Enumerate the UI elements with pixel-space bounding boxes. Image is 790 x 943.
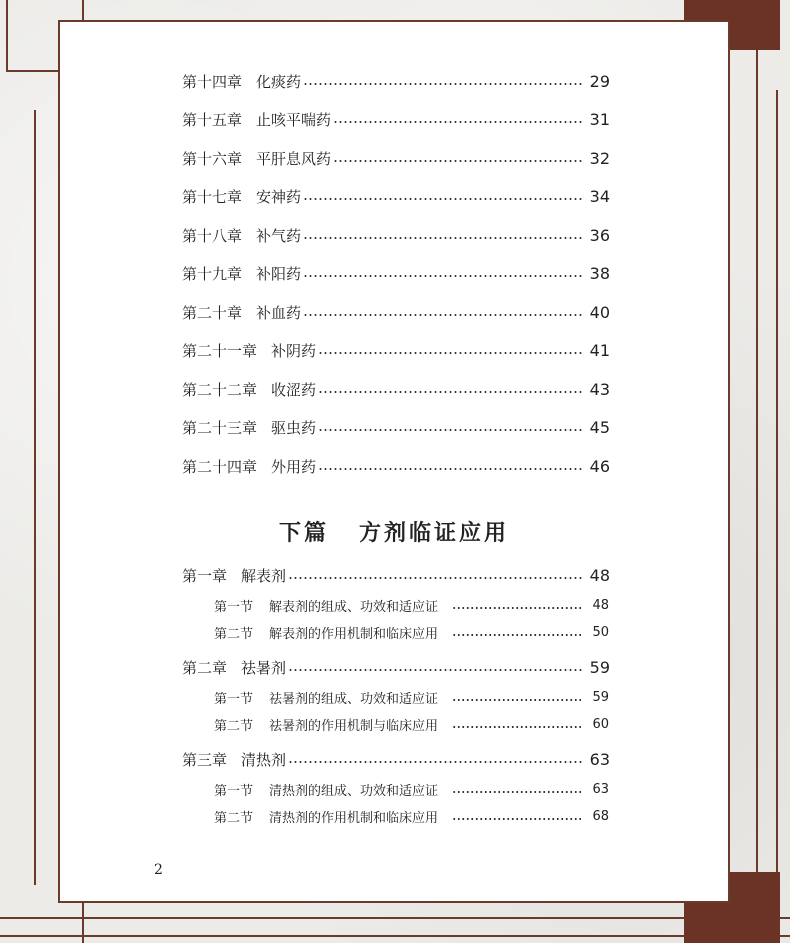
toc-entry-section[interactable]	[214, 713, 609, 735]
leader-dots	[452, 726, 581, 728]
toc-entry-chapter-17[interactable]	[182, 183, 610, 209]
leader-dots	[452, 634, 581, 636]
section-number: 第二节	[214, 626, 254, 642]
chapter-title: 补阳药	[256, 264, 302, 283]
leader-dots	[303, 237, 582, 239]
page-ref: 31	[589, 109, 610, 129]
section-number: 第一节	[214, 783, 254, 799]
chapter-title: 收涩药	[271, 380, 317, 399]
frame-line-bottom-horizontal	[0, 917, 790, 919]
table-of-contents	[60, 22, 728, 901]
toc-entry-chapter-21[interactable]	[182, 337, 610, 363]
toc-entry-chapter-2[interactable]	[182, 654, 610, 680]
toc-entry-chapter-15[interactable]	[182, 106, 610, 132]
toc-entry-chapter-3[interactable]	[182, 746, 610, 772]
chapter-number: 第十七章	[182, 187, 243, 206]
part-label: 下篇	[278, 520, 329, 546]
toc-entry-section[interactable]	[214, 686, 609, 708]
page-ref: 41	[589, 340, 610, 360]
leader-dots	[288, 577, 582, 579]
section-title: 清热剂的作用机制和临床应用	[269, 810, 439, 826]
leader-dots	[333, 121, 582, 123]
leader-dots	[303, 83, 582, 85]
chapter-title: 止咳平喘药	[256, 110, 332, 129]
section-number: 第二节	[214, 718, 254, 734]
section-number: 第一节	[214, 599, 254, 615]
toc-entry-chapter-18[interactable]	[182, 222, 610, 248]
chapter-number: 第十五章	[182, 110, 243, 129]
toc-entry-chapter-14[interactable]	[182, 68, 610, 94]
chapter-title: 平肝息风药	[256, 149, 332, 168]
leader-dots	[452, 818, 581, 820]
chapter-title: 化痰药	[256, 72, 302, 91]
chapter-title: 安神药	[256, 187, 302, 206]
chapter-title: 补气药	[256, 226, 302, 245]
section-title: 清热剂的组成、功效和适应证	[269, 783, 439, 799]
leader-dots	[303, 275, 582, 277]
section-title: 祛暑剂的组成、功效和适应证	[269, 691, 439, 707]
section-title: 解表剂的作用机制和临床应用	[269, 626, 439, 642]
leader-dots	[318, 391, 582, 393]
page-ref: 29	[589, 71, 610, 91]
chapter-title: 解表剂	[241, 566, 287, 585]
page-ref: 40	[589, 302, 610, 322]
page-ref: 59	[589, 657, 610, 677]
page-ref: 63	[589, 749, 610, 769]
section-title: 解表剂的组成、功效和适应证	[269, 599, 439, 615]
part-name: 方剂临证应用	[359, 520, 510, 546]
chapter-title: 驱虫药	[271, 418, 317, 437]
toc-entry-chapter-20[interactable]	[182, 299, 610, 325]
leader-dots	[303, 314, 582, 316]
chapter-number: 第二章	[182, 658, 228, 677]
toc-page	[58, 20, 730, 903]
leader-dots	[452, 607, 581, 609]
frame-line-right-vertical	[756, 50, 758, 900]
chapter-number: 第十四章	[182, 72, 243, 91]
chapter-number: 第二十三章	[182, 418, 258, 437]
frame-line-left-vertical	[34, 110, 36, 885]
leader-dots	[318, 468, 582, 470]
section-number: 第一节	[214, 691, 254, 707]
page-ref: 36	[589, 225, 610, 245]
chapter-number: 第一章	[182, 566, 228, 585]
part-heading	[60, 516, 728, 547]
page-ref: 43	[589, 379, 610, 399]
page-ref: 38	[589, 263, 610, 283]
frame-line-top-left-horizontal	[6, 70, 60, 72]
chapter-title: 补血药	[256, 303, 302, 322]
toc-entry-section[interactable]	[214, 621, 609, 643]
toc-entry-chapter-16[interactable]	[182, 145, 610, 171]
toc-entry-section[interactable]	[214, 778, 609, 800]
chapter-title: 外用药	[271, 457, 317, 476]
leader-dots	[452, 791, 581, 793]
chapter-number: 第二十章	[182, 303, 243, 322]
page-ref: 63	[592, 781, 609, 797]
page-ref: 45	[589, 417, 610, 437]
page-ref: 34	[589, 186, 610, 206]
page-ref: 50	[592, 624, 609, 640]
leader-dots	[303, 198, 582, 200]
page-ref: 32	[589, 148, 610, 168]
toc-entry-chapter-19[interactable]	[182, 260, 610, 286]
page-ref: 46	[589, 456, 610, 476]
page-ref: 48	[592, 597, 609, 613]
page-ref: 48	[589, 565, 610, 585]
frame-line-top-inner-vertical	[82, 0, 84, 20]
chapter-number: 第十八章	[182, 226, 243, 245]
frame-line-top-left-vertical	[6, 0, 8, 72]
chapter-number: 第二十二章	[182, 380, 258, 399]
chapter-title: 祛暑剂	[241, 658, 287, 677]
chapter-number: 第二十四章	[182, 457, 258, 476]
chapter-number: 第十九章	[182, 264, 243, 283]
page-ref: 59	[592, 689, 609, 705]
toc-entry-chapter-1[interactable]	[182, 562, 610, 588]
leader-dots	[288, 761, 582, 763]
leader-dots	[288, 669, 582, 671]
chapter-number: 第三章	[182, 750, 228, 769]
leader-dots	[318, 352, 582, 354]
frame-line-bottom-left-vertical	[82, 903, 84, 943]
leader-dots	[333, 160, 582, 162]
frame-line-bottom-horizontal-2	[0, 935, 790, 937]
section-number: 第二节	[214, 810, 254, 826]
toc-entry-section[interactable]	[214, 594, 609, 616]
chapter-number: 第十六章	[182, 149, 243, 168]
leader-dots	[318, 429, 582, 431]
toc-entry-chapter-22[interactable]	[182, 376, 610, 402]
toc-entry-chapter-23[interactable]	[182, 414, 610, 440]
chapter-title: 清热剂	[241, 750, 287, 769]
chapter-title: 补阴药	[271, 341, 317, 360]
page-ref: 68	[592, 808, 609, 824]
toc-entry-section[interactable]	[214, 805, 609, 827]
toc-entry-chapter-24[interactable]	[182, 453, 610, 479]
chapter-number: 第二十一章	[182, 341, 258, 360]
page-ref: 60	[592, 716, 609, 732]
frame-line-right-outer-vertical	[776, 90, 778, 880]
page-number: 2	[154, 862, 163, 878]
section-title: 祛暑剂的作用机制与临床应用	[269, 718, 439, 734]
leader-dots	[452, 699, 581, 701]
